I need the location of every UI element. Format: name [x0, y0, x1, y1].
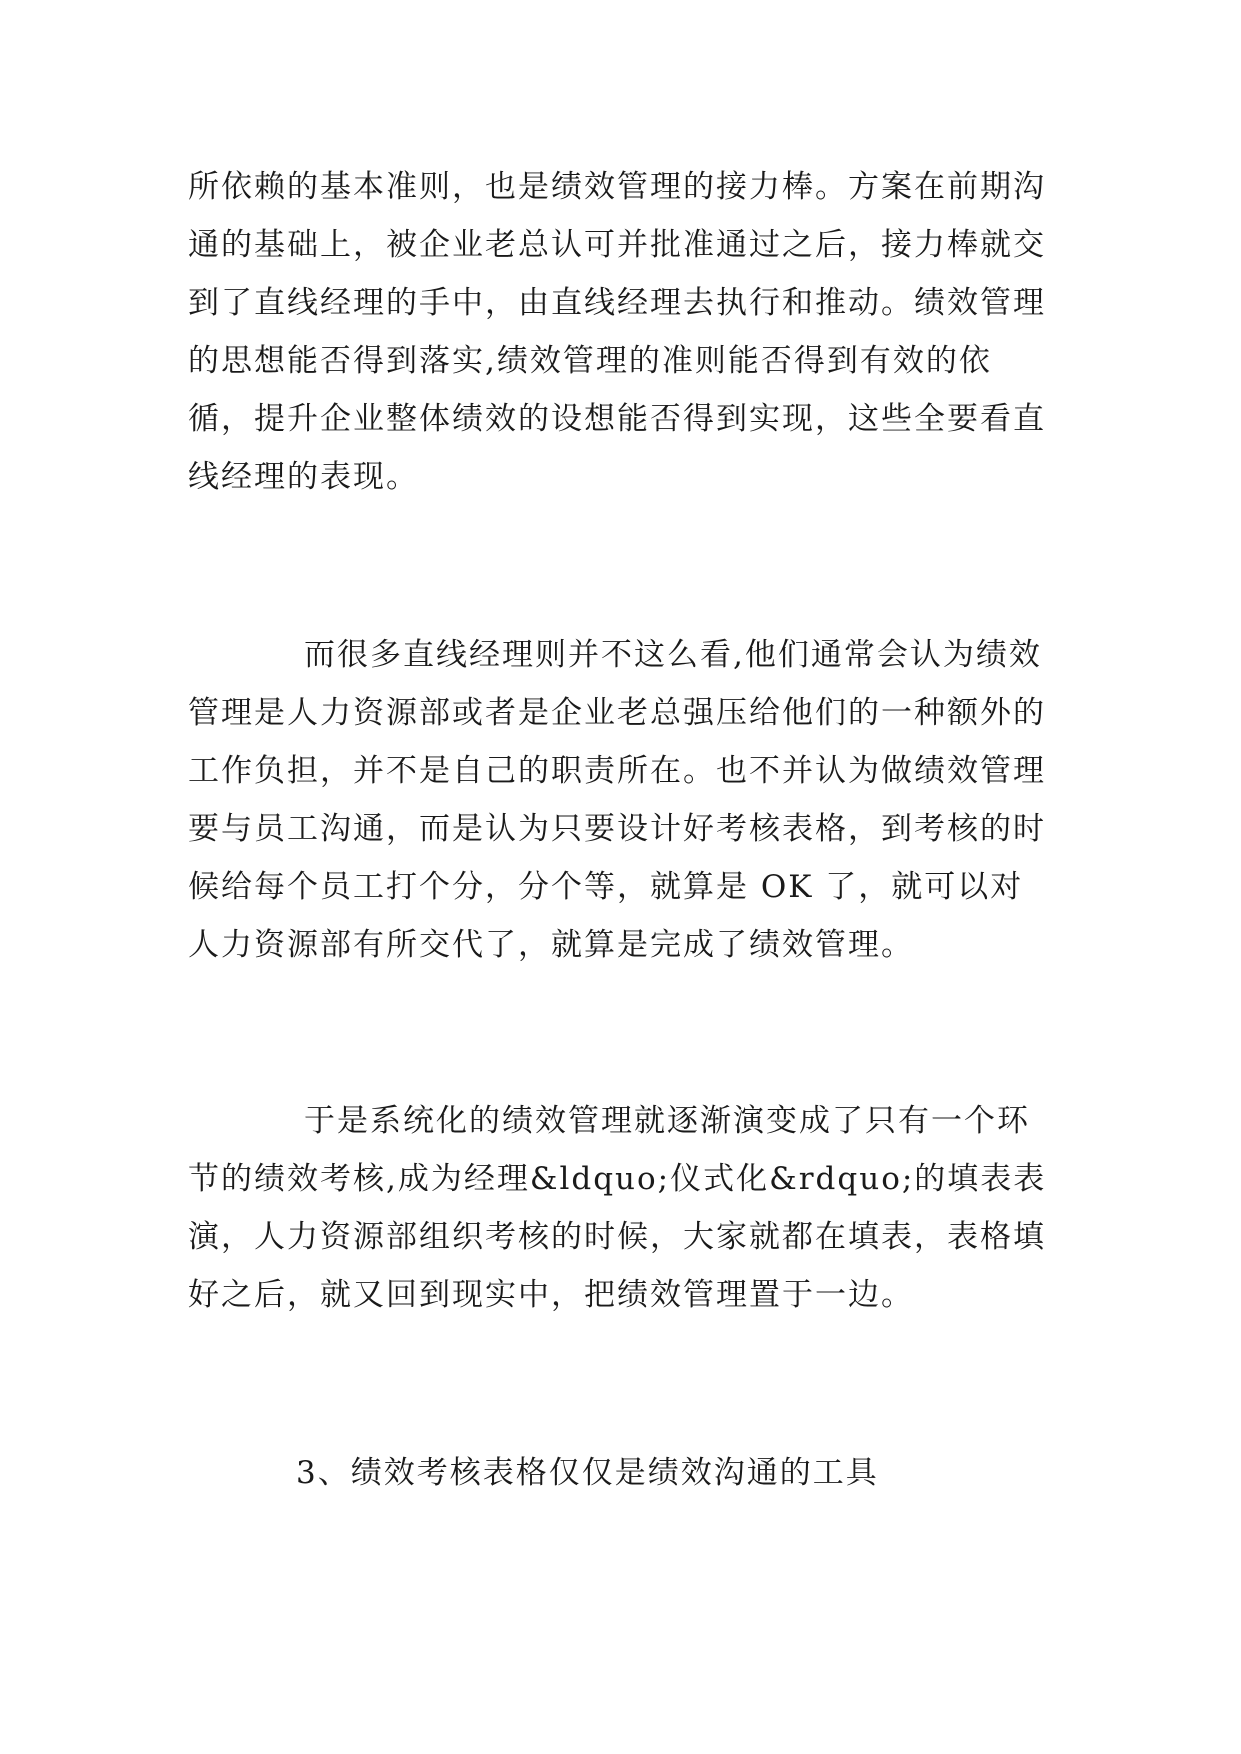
- paragraph-2: 而很多直线经理则并不这么看,他们通常会认为绩效管理是人力资源部或者是企业老总强压给他们的一种额外的工作负担，并不是自己的职责所在。也不并认为做绩效管理要与员工沟通，而是认为只要设计好考核表格，到考核的时候给每个员工打个分，分个等，就算是 OK 了，就可以对人力资源部有所交代了，就算是完成了绩效管理。: [188, 637, 1046, 963]
- section-heading: 3、绩效考核表格仅仅是绩效沟通的工具: [296, 1455, 879, 1491]
- paragraph-3: 于是系统化的绩效管理就逐渐演变成了只有一个环节的绩效考核,成为经理&ldquo;仪式化&rdquo;的填表表演，人力资源部组织考核的时候，大家就都在填表，表格填好之后，就又回到现实中，把绩效管理置于一边。: [188, 1103, 1047, 1313]
- paragraph-1: 所依赖的基本准则，也是绩效管理的接力棒。方案在前期沟通的基础上，被企业老总认可并批准通过之后，接力棒就交到了直线经理的手中，由直线经理去执行和推动。绩效管理的思想能否得到落实,绩效管理的准则能否得到有效的依循，提升企业整体绩效的设想能否得到实现，这些全要看直线经理的表现。: [188, 169, 1046, 495]
